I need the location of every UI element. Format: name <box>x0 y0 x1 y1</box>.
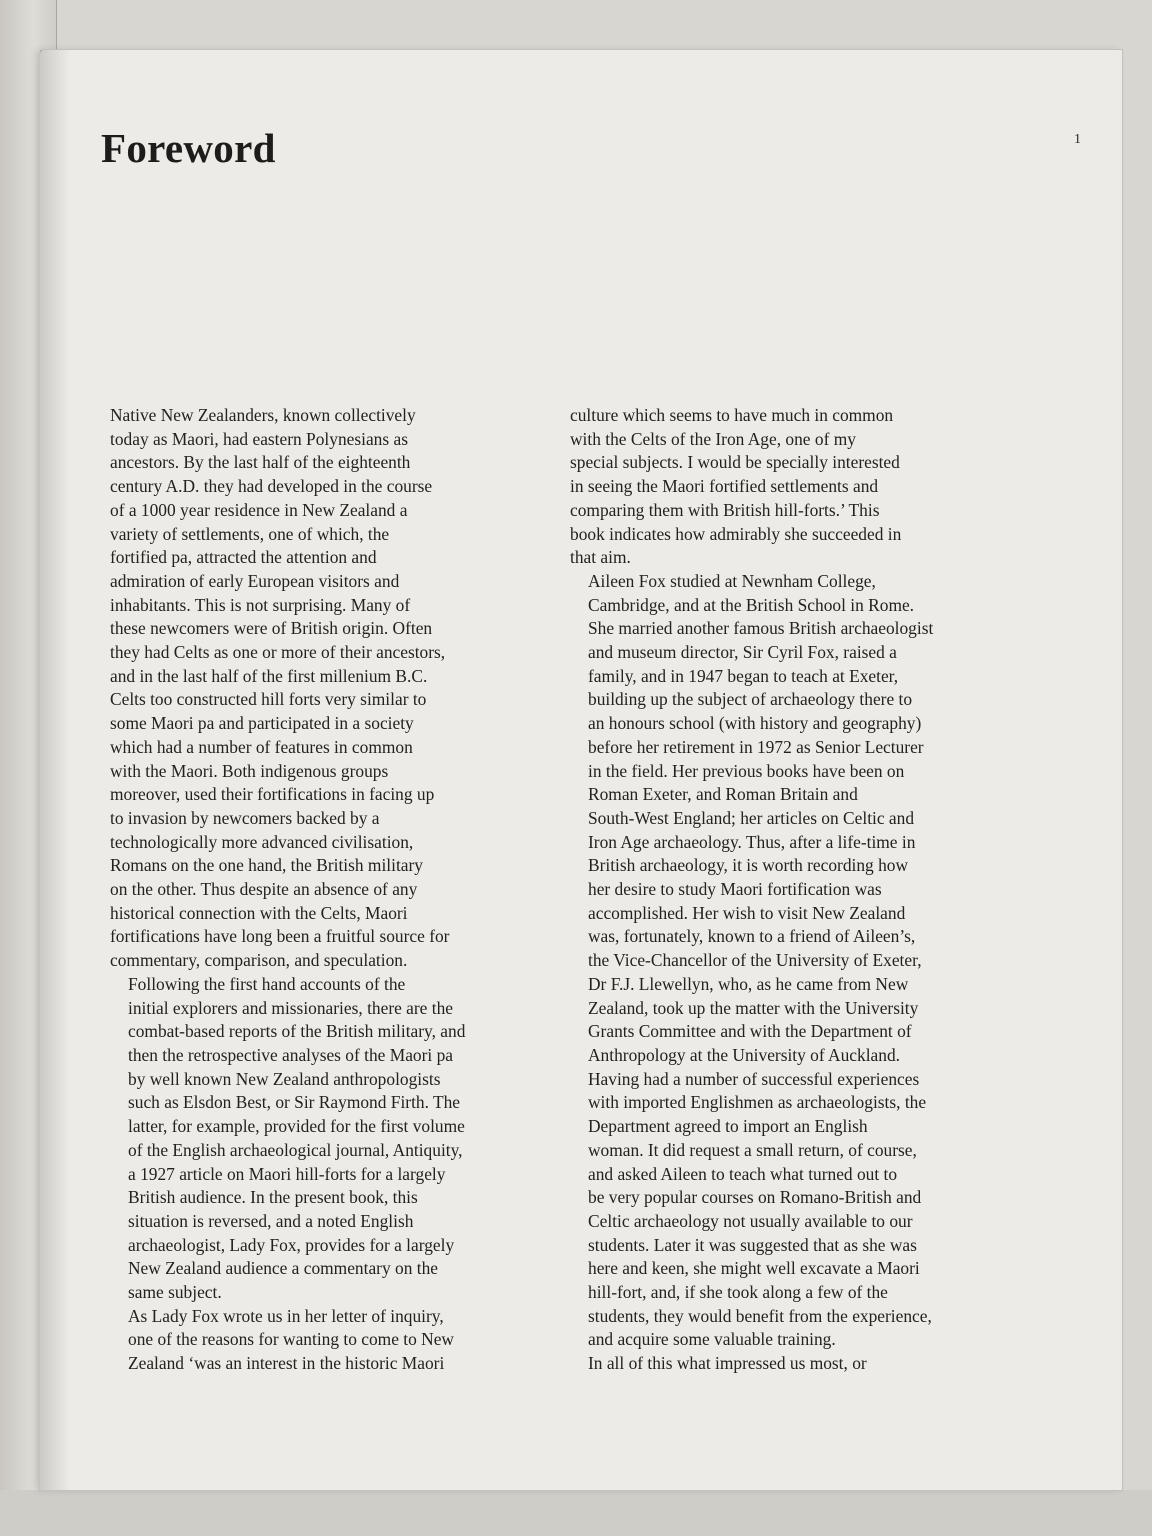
text-line: students, they would benefit from the experience, <box>588 1305 932 1326</box>
paragraph <box>110 404 550 973</box>
text-line: British audience. In the present book, this <box>128 1187 418 1208</box>
text-line: admiration of early European visitors and <box>110 570 400 591</box>
text-line: her desire to study Maori fortification was <box>588 879 882 900</box>
text-line: historical connection with the Celts, Maori <box>110 902 408 923</box>
text-line: building up the subject of archaeology there to <box>588 689 913 710</box>
text-line: hill-fort, and, if she took along a few of the <box>588 1282 888 1303</box>
text-line: As Lady Fox wrote us in her letter of inquiry, <box>128 1305 444 1326</box>
text-line: that aim. <box>570 547 631 568</box>
text-line: New Zealand audience a commentary on the <box>128 1258 438 1279</box>
text-line: one of the reasons for wanting to come to New <box>128 1329 454 1350</box>
text-line: moreover, used their fortifications in facing up <box>110 784 435 805</box>
text-line: Romans on the one hand, the British military <box>110 855 423 876</box>
spine-shadow <box>40 50 70 1490</box>
text-line: book indicates how admirably she succeeded in <box>570 523 902 544</box>
text-line: Celtic archaeology not usually available to our <box>588 1210 913 1231</box>
text-line: archaeologist, Lady Fox, provides for a largely <box>128 1234 455 1255</box>
text-line: Aileen Fox studied at Newnham College, <box>588 570 876 591</box>
text-line: Zealand ‘was an interest in the historic Maori <box>128 1353 445 1374</box>
paragraph <box>110 973 550 1305</box>
text-line: an honours school (with history and geography) <box>588 713 922 734</box>
paragraph <box>570 1352 1002 1376</box>
text-line: and in the last half of the first millenium B.C. <box>110 665 428 686</box>
text-line: and acquire some valuable training. <box>588 1329 836 1350</box>
text-line: accomplished. Her wish to visit New Zealand <box>588 902 906 923</box>
text-line: here and keen, she might well excavate a Maori <box>588 1258 920 1279</box>
text-line: the Vice-Chancellor of the University of Exeter, <box>588 950 922 971</box>
text-line: fortifications have long been a fruitful source for <box>110 926 450 947</box>
text-line: technologically more advanced civilisation, <box>110 831 414 852</box>
text-line: Department agreed to import an English <box>588 1116 868 1137</box>
text-line: was, fortunately, known to a friend of Aileen’s, <box>588 926 916 947</box>
text-line: commentary, comparison, and speculation. <box>110 950 408 971</box>
text-line: comparing them with British hill-forts.’ This <box>570 499 880 520</box>
text-line: woman. It did request a small return, of course, <box>588 1139 917 1160</box>
table-surface <box>0 1490 1152 1536</box>
page-title: Foreword <box>101 125 276 171</box>
text-line: Roman Exeter, and Roman Britain and <box>588 784 858 805</box>
text-line: be very popular courses on Romano-British and <box>588 1187 922 1208</box>
text-line: in seeing the Maori fortified settlements and <box>570 476 879 497</box>
text-line: Anthropology at the University of Auckland. <box>588 1044 901 1065</box>
text-line: special subjects. I would be specially interested <box>570 452 900 473</box>
text-line: variety of settlements, one of which, the <box>110 523 390 544</box>
text-line: latter, for example, provided for the first volume <box>128 1116 465 1137</box>
text-line: Iron Age archaeology. Thus, after a life-time in <box>588 831 916 852</box>
text-line: same subject. <box>128 1282 222 1303</box>
text-line: Following the first hand accounts of the <box>128 973 406 994</box>
paragraph <box>570 570 1002 1352</box>
right-text-column <box>570 404 1002 1376</box>
text-line: culture which seems to have much in common <box>570 405 894 425</box>
text-line: fortified pa, attracted the attention and <box>110 547 377 568</box>
text-line: with imported Englishmen as archaeologists, the <box>588 1092 927 1113</box>
text-line: to invasion by newcomers backed by a <box>110 807 380 828</box>
text-line: Cambridge, and at the British School in Rome. <box>588 594 915 615</box>
text-line: a 1927 article on Maori hill-forts for a largely <box>128 1163 446 1184</box>
text-line: Grants Committee and with the Department of <box>588 1021 912 1042</box>
text-line: with the Maori. Both indigenous groups <box>110 760 389 781</box>
text-line: which had a number of features in common <box>110 736 413 757</box>
text-line: today as Maori, had eastern Polynesians as <box>110 428 408 449</box>
text-line: Zealand, took up the matter with the University <box>588 997 919 1018</box>
text-line: She married another famous British archaeologist <box>588 618 934 639</box>
text-line: British archaeology, it is worth recording how <box>588 855 909 876</box>
paragraph <box>110 1305 550 1376</box>
text-line: of the English archaeological journal, Antiquity, <box>128 1139 463 1160</box>
text-line: combat-based reports of the British military, and <box>128 1021 466 1042</box>
text-line: initial explorers and missionaries, there are the <box>128 997 453 1018</box>
text-line: of a 1000 year residence in New Zealand a <box>110 499 408 520</box>
text-line: and asked Aileen to teach what turned out to <box>588 1163 898 1184</box>
text-line: on the other. Thus despite an absence of any <box>110 879 418 900</box>
text-line: family, and in 1947 began to teach at Exeter, <box>588 665 899 686</box>
text-line: by well known New Zealand anthropologists <box>128 1068 441 1089</box>
text-line: In all of this what impressed us most, or <box>588 1353 867 1374</box>
text-line: inhabitants. This is not surprising. Many of <box>110 594 411 615</box>
text-line: with the Celts of the Iron Age, one of my <box>570 428 856 449</box>
text-line: these newcomers were of British origin. Often <box>110 618 433 639</box>
text-line: Dr F.J. Llewellyn, who, as he came from New <box>588 973 909 994</box>
text-line: Celts too constructed hill forts very similar to <box>110 689 427 710</box>
text-line: situation is reversed, and a noted English <box>128 1210 414 1231</box>
text-line: century A.D. they had developed in the course <box>110 476 433 497</box>
text-line: they had Celts as one or more of their ancestors, <box>110 642 446 663</box>
paragraph <box>570 404 1002 570</box>
text-line: before her retirement in 1972 as Senior Lecturer <box>588 736 924 757</box>
text-line: some Maori pa and participated in a society <box>110 713 414 734</box>
text-line: in the field. Her previous books have been on <box>588 760 905 781</box>
text-line: students. Later it was suggested that as she was <box>588 1234 917 1255</box>
text-line: Having had a number of successful experiences <box>588 1068 920 1089</box>
text-line: and museum director, Sir Cyril Fox, raised a <box>588 642 897 663</box>
page-number: 1 <box>1074 132 1081 147</box>
text-line: ancestors. By the last half of the eighteenth <box>110 452 411 473</box>
text-line: Native New Zealanders, known collectively <box>110 405 416 425</box>
left-text-column <box>110 404 550 1376</box>
text-line: South-West England; her articles on Celtic and <box>588 807 915 828</box>
text-line: such as Elsdon Best, or Sir Raymond Firth. The <box>128 1092 461 1113</box>
text-line: then the retrospective analyses of the Maori pa <box>128 1044 453 1065</box>
